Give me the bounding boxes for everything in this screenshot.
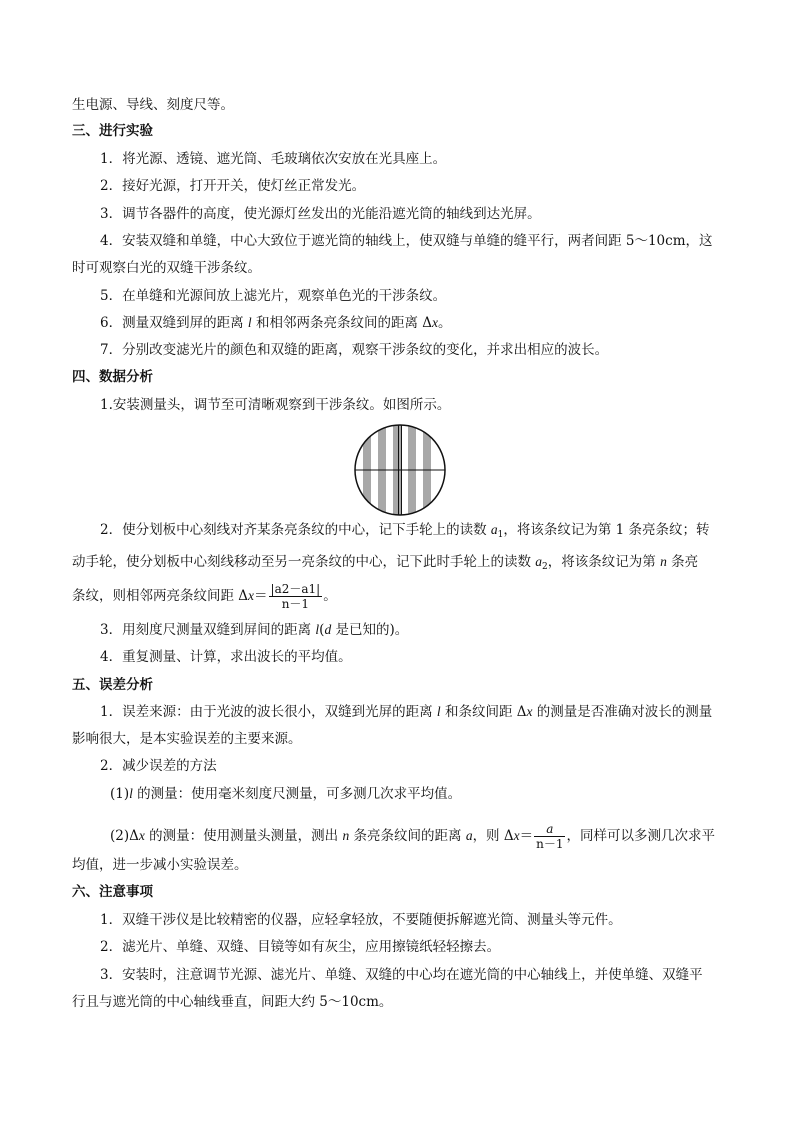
text-span: 2．使分划板中心刻线对齐某条亮条纹的中心，记下手轮上的读数 — [100, 522, 491, 538]
variable-n: n — [342, 828, 350, 843]
text-span: ，则 Δ — [472, 828, 514, 844]
text-span: 条亮 — [666, 554, 699, 570]
text-span: 和相邻两条亮条纹间的距离 Δ — [251, 315, 432, 331]
variable-x: x — [513, 828, 520, 843]
subscript: 1 — [497, 530, 504, 540]
text-span: 的测量：使用测量头测量，测出 — [144, 828, 343, 844]
spacing-fraction — [534, 822, 565, 851]
error-2-item-2-cont: 均值，进一步减小实验误差。 — [72, 857, 248, 873]
error-2-item-2 — [110, 822, 727, 851]
variable-l: l — [436, 704, 441, 719]
variable-a: a — [535, 554, 543, 569]
text-span: (2)Δ — [110, 828, 139, 844]
data-step-3 — [100, 621, 727, 639]
variable-x: x — [526, 704, 533, 719]
step-5: 5．在单缝和光源间放上滤光片，观察单色光的干涉条纹。 — [100, 288, 447, 304]
note-3-line-1: 3．安装时，注意调节光源、滤光片、单缝、双缝的中心均在遮光筒的中心轴线上，并使单缝、双缝平 — [100, 967, 703, 983]
note-3-line-2: 行且与遮光筒的中心轴线垂直，间距大约 5～10cm。 — [72, 994, 393, 1010]
step-4-line-1: 4．安装双缝和单缝，中心大致位于遮光筒的轴线上，使双缝与单缝的缝平行，两者间距 5～10cm，这 — [100, 233, 713, 249]
variable-a: a — [490, 522, 498, 537]
text-line: 生电源、导线、刻度尺等。 — [72, 97, 234, 113]
variable-l: l — [247, 315, 252, 330]
fraction-denominator: n－1 — [281, 597, 310, 611]
note-2: 2．滤光片、单缝、双缝、目镜等如有灰尘，应用擦镜纸轻轻擦去。 — [100, 939, 501, 955]
variable-x: x — [248, 588, 255, 603]
fraction-denominator: n－1 — [536, 837, 564, 851]
variable-a: a — [465, 828, 473, 843]
fraction-numerator: a — [534, 822, 565, 837]
variable-d: d — [324, 622, 332, 637]
text-span: 3．用刻度尺测量双缝到屏间的距离 — [100, 622, 316, 638]
step-6 — [100, 314, 727, 332]
step-1: 1．将光源、透镜、遮光筒、毛玻璃依次安放在光具座上。 — [100, 151, 447, 167]
fraction-numerator: |a2－a1| — [270, 582, 321, 596]
text-span: ，将该条纹记为第 1 条亮条纹；转 — [503, 522, 710, 538]
variable-x: x — [138, 828, 145, 843]
step-3: 3．调节各器件的高度，使光源灯丝发出的光能沿遮光筒的轴线到达光屏。 — [100, 206, 541, 222]
text-span: 6．测量双缝到屏的距离 — [100, 315, 248, 331]
section-heading-3: 三、进行实验 — [72, 123, 153, 139]
data-step-2-line-1 — [100, 521, 727, 539]
text-span: ＝ — [519, 828, 534, 844]
error-2-item-1 — [110, 785, 727, 803]
error-2: 2．减少误差的方法 — [100, 758, 217, 774]
error-1-line-2: 影响很大，是本实验误差的主要来源。 — [72, 731, 302, 747]
data-step-2-line-2 — [72, 553, 727, 571]
fringe-spacing-fraction — [269, 582, 323, 611]
data-step-1: 1.安装测量头，调节至可清晰观察到干涉条纹。如图所示。 — [100, 397, 451, 413]
fringe-circle-svg — [353, 423, 447, 517]
section-heading-4: 四、数据分析 — [72, 369, 153, 385]
step-7: 7．分别改变滤光片的颜色和双缝的距离，观察干涉条纹的变化，并求出相应的波长。 — [100, 342, 609, 358]
interference-fringe-figure — [353, 423, 447, 521]
text-span: 的测量是否准确对波长的测量 — [532, 704, 713, 720]
text-span: 和条纹间距 Δ — [440, 704, 527, 720]
note-1: 1．双缝干涉仪是比较精密的仪器，应轻拿轻放，不要随便拆解遮光筒、测量头等元件。 — [100, 912, 622, 928]
text-span: 是已知的)。 — [331, 622, 409, 638]
text-span: ( — [319, 622, 325, 638]
data-step-4: 4．重复测量、计算，求出波长的平均值。 — [100, 649, 352, 665]
step-2: 2．接好光源，打开开关，使灯丝正常发光。 — [100, 178, 366, 194]
text-span: 条纹，则相邻两亮条纹间距 Δ — [72, 588, 249, 604]
text-span: 1．误差来源：由于光波的波长很小，双缝到光屏的距离 — [100, 704, 437, 720]
variable-l: l — [315, 622, 320, 637]
text-span: 。 — [323, 588, 337, 604]
variable-x: x — [432, 315, 438, 330]
variable-l: l — [129, 786, 133, 801]
text-span: ＝ — [254, 588, 268, 604]
data-step-2-line-3 — [72, 582, 727, 611]
text-span: 动手轮，使分划板中心刻线移动至另一亮条纹的中心，记下此时手轮上的读数 — [72, 554, 536, 570]
subscript: 2 — [542, 562, 548, 572]
variable-n: n — [660, 554, 667, 569]
text-span: ，将该条纹记为第 — [547, 554, 661, 570]
text-span: 。 — [438, 315, 452, 331]
text-span: (1) — [110, 786, 130, 802]
error-1-line-1 — [100, 703, 727, 721]
section-heading-5: 五、误差分析 — [72, 677, 153, 693]
text-span: 条亮条纹间的距离 — [349, 828, 466, 844]
text-span: 的测量：使用毫米刻度尺测量，可多测几次求平均值。 — [132, 786, 462, 802]
step-4-line-2: 时可观察白光的双缝干涉条纹。 — [72, 260, 261, 276]
section-heading-6: 六、注意事项 — [72, 884, 153, 900]
text-span: ，同样可以多测几次求平 — [566, 828, 715, 844]
